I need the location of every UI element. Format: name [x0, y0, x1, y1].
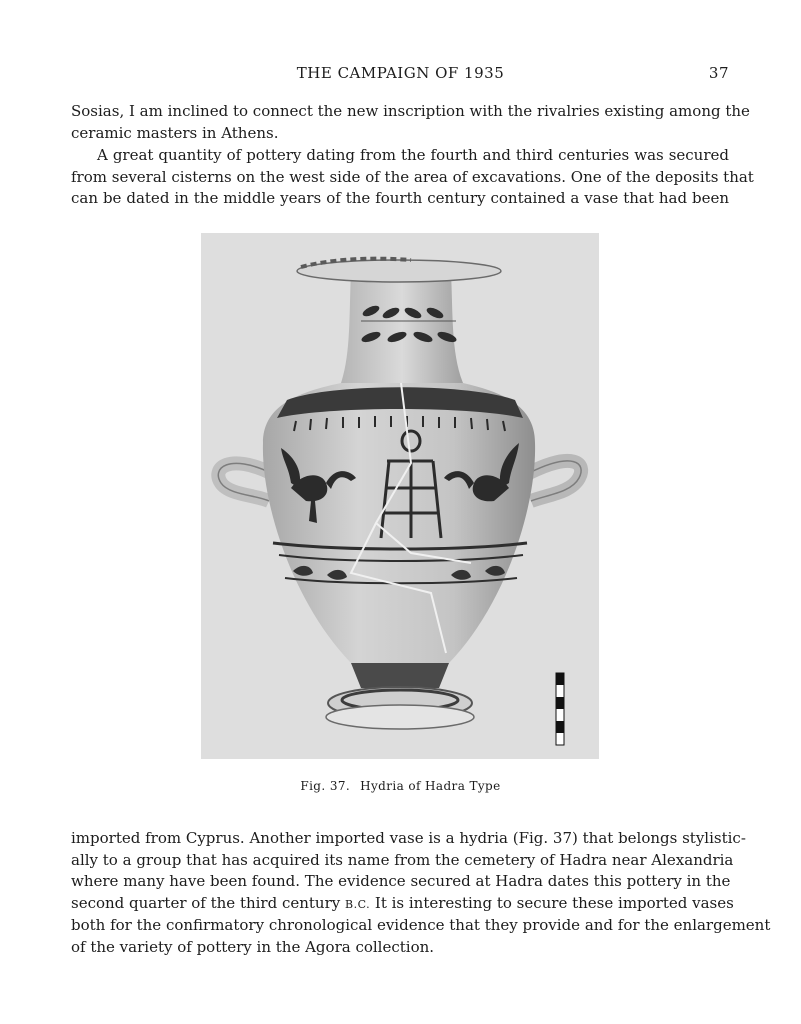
running-header — [0, 64, 801, 88]
paragraph-hydria — [71, 828, 771, 958]
figure-caption — [0, 779, 801, 793]
text-line: both for the confirmatory chronological evidence that they provide and for the enlargement — [71, 916, 771, 934]
text-line: of the variety of pottery in the Agora collection. — [71, 937, 435, 956]
page-number: 37 — [708, 64, 729, 82]
text-line: ally to a group that has acquired its name from the cemetery of Hadra near Alexandria — [71, 850, 734, 869]
text-fragment: It is interesting to secure these imported vases — [370, 893, 734, 912]
text-fragment: second quarter of the third century — [71, 893, 346, 912]
figure-label: Fig. 37. — [300, 779, 351, 793]
text-line — [71, 893, 734, 916]
paragraph-pottery — [71, 145, 754, 210]
figure-hydria-photo — [201, 233, 599, 759]
text-line: imported from Cyprus. Another imported vase is a hydria (Fig. 37) that belongs stylistic- — [71, 829, 746, 847]
era-abbreviation: B.C. — [345, 897, 371, 911]
paragraph-continuation — [71, 101, 750, 144]
running-title: THE CAMPAIGN OF 1935 — [296, 64, 505, 82]
text-line: Sosias, I am inclined to connect the new inscription with the rivalries existing among the — [71, 102, 750, 120]
text-line: where many have been found. The evidence secured at Hadra dates this pottery in the — [71, 872, 731, 890]
text-line: ceramic masters in Athens. — [71, 123, 279, 142]
text-line: from several cisterns on the west side of the area of excavations. One of the deposits that — [71, 167, 754, 186]
figure-caption-text: Hydria of Hadra Type — [360, 779, 501, 793]
scale-bar — [556, 673, 564, 745]
text-line: can be dated in the middle years of the fourth century contained a vase that had been — [71, 189, 729, 207]
text-line: A great quantity of pottery dating from the fourth and third centuries was secured — [97, 146, 729, 164]
